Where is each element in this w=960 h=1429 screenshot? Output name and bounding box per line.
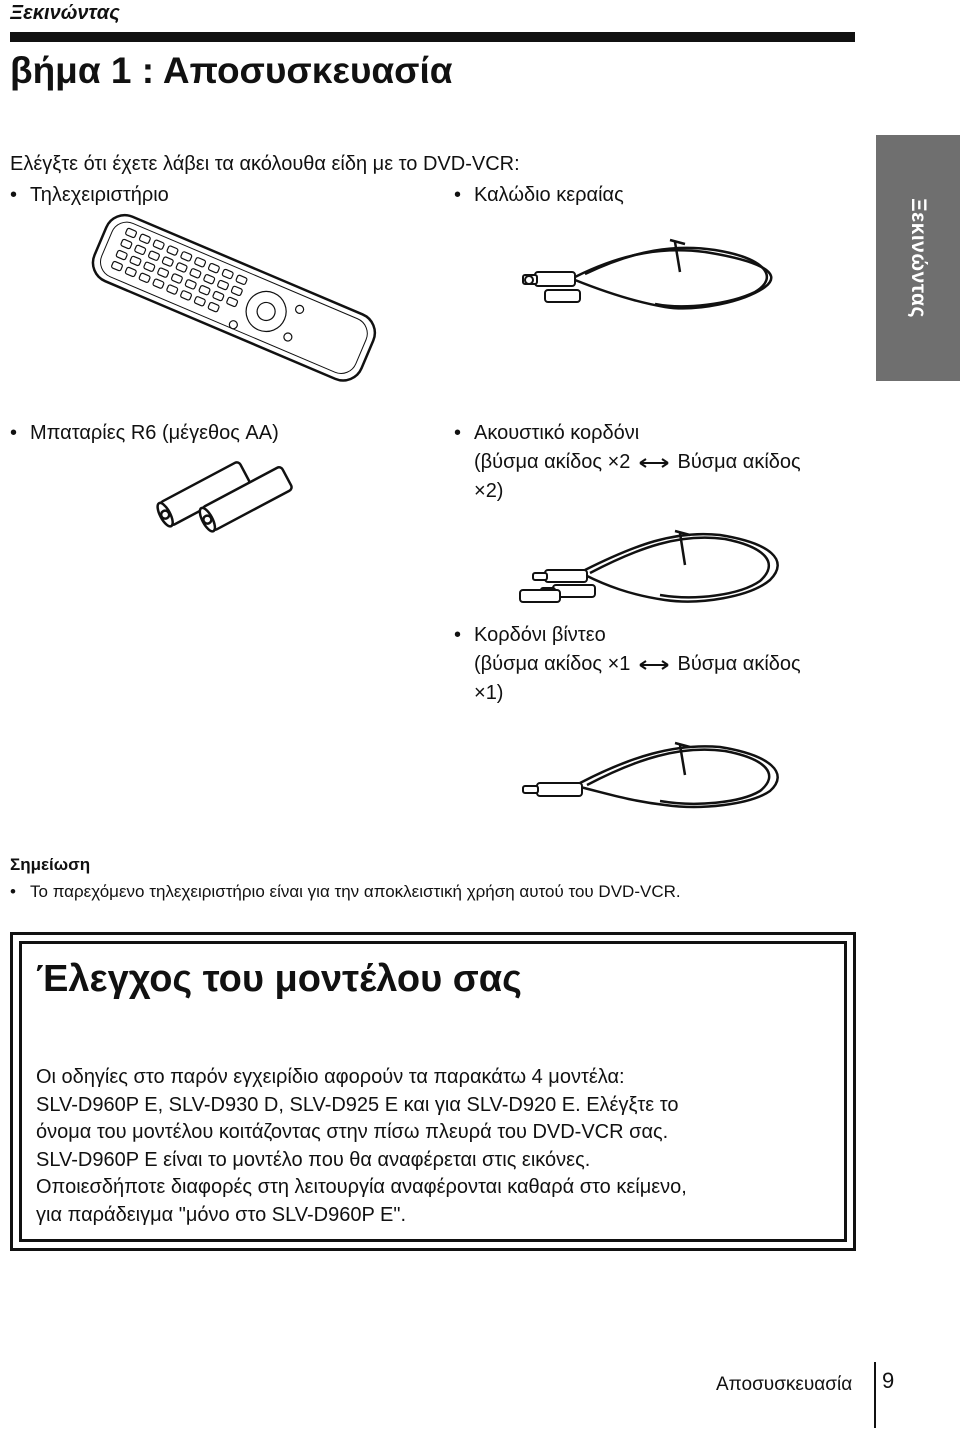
item-audio-cord: • Ακουστικό κορδόνι bbox=[474, 419, 639, 448]
video-spec-left: (βύσμα ακίδος bbox=[474, 653, 602, 675]
double-arrow-icon bbox=[638, 659, 670, 671]
audio-cord-illustration bbox=[515, 515, 795, 615]
note-title: Σημείωση bbox=[10, 855, 91, 874]
note-item: • Το παρεχόμενο τηλεχειριστήριο είναι για την αποκλειστική χρήση αυτού του DVD-VCR. bbox=[30, 882, 681, 902]
audio-spec-left: (βύσμα ακίδος bbox=[474, 451, 602, 473]
remote-control-illustration bbox=[80, 222, 380, 397]
video-cord-spec bbox=[474, 650, 801, 679]
footer-divider bbox=[874, 1362, 876, 1428]
audio-cord-spec bbox=[474, 448, 801, 477]
audio-spec-end: 2) bbox=[485, 480, 504, 502]
times-icon: × bbox=[474, 682, 486, 704]
side-tab-label: Ξεκινώντας bbox=[907, 198, 930, 318]
video-spec-end: 1) bbox=[485, 682, 504, 704]
model-box-line: για παράδειγμα "μόνο στο SLV-D960P E". bbox=[36, 1203, 406, 1226]
footer-section-label: Αποσυσκευασία bbox=[716, 1374, 853, 1395]
item-batteries: • Μπαταρίες R6 (μέγεθος AA) bbox=[30, 419, 279, 448]
model-box-line: SLV-D960P E είναι το μοντέλο που θα αναφέρεται στις εικόνες. bbox=[36, 1148, 591, 1171]
item-antenna: • Καλώδιο κεραίας bbox=[474, 181, 624, 210]
model-box-line: Οποιεσδήποτε διαφορές στη λειτουργία αναφέρονται καθαρά στο κείμενο, bbox=[36, 1176, 687, 1198]
video-cord-spec-end bbox=[474, 679, 503, 708]
section-label: Ξεκινώντας bbox=[10, 2, 120, 24]
model-box-line: SLV-D960P E, SLV-D930 D, SLV-D925 E και για SLV-D920 E. Ελέγξτε το bbox=[36, 1093, 679, 1116]
times-icon: × bbox=[474, 480, 486, 502]
audio-spec-right: Βύσμα ακίδος bbox=[677, 451, 801, 473]
audio-spec-count: 2 bbox=[619, 451, 631, 473]
model-box-paragraph bbox=[36, 1064, 836, 1229]
double-arrow-icon bbox=[638, 457, 670, 469]
page-title: βήμα 1 : Αποσυσκευασία bbox=[10, 50, 453, 91]
item-video-cord: • Κορδόνι βίντεο bbox=[474, 621, 606, 650]
video-cord-illustration bbox=[515, 725, 795, 815]
audio-cord-spec-end bbox=[474, 477, 503, 506]
header-rule bbox=[10, 32, 855, 42]
times-icon: × bbox=[607, 451, 620, 473]
model-box-line: όνομα του μοντέλου κοιτάζοντας στην πίσω πλευρά του DVD-VCR σας. bbox=[36, 1121, 669, 1143]
page-number: 9 bbox=[882, 1368, 895, 1393]
antenna-cable-illustration bbox=[515, 232, 795, 322]
model-box-title: Έλεγχος του μοντέλου σας bbox=[36, 958, 522, 1000]
side-tab bbox=[876, 135, 960, 381]
item-remote: • Τηλεχειριστήριο bbox=[30, 181, 169, 210]
intro-text: Ελέγξτε ότι έχετε λάβει τα ακόλουθα είδη με το DVD-VCR: bbox=[10, 153, 520, 175]
times-icon: × bbox=[607, 653, 620, 675]
batteries-illustration bbox=[150, 455, 300, 530]
video-spec-right: Βύσμα ακίδος bbox=[677, 653, 801, 675]
video-spec-count: 1 bbox=[619, 653, 631, 675]
model-box-line: Οι οδηγίες στο παρόν εγχειρίδιο αφορούν τα παρακάτω 4 μοντέλα: bbox=[36, 1066, 625, 1088]
